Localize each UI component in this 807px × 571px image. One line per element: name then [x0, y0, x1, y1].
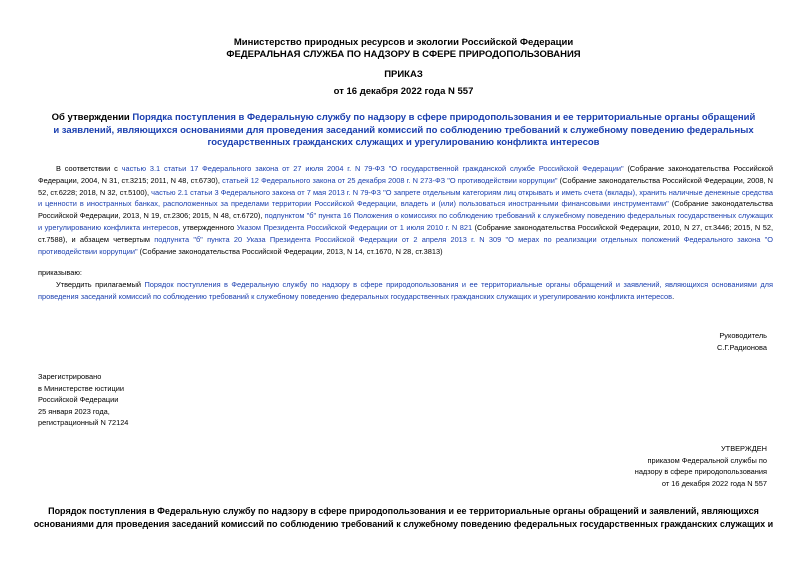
order-text-2: . [672, 291, 675, 301]
preamble-link-6[interactable]: подпункта "б" пункта 20 Указа Президента Российской Федерации от 2 апреля 2013 г. N 309 "О мерах по реализации отдельных положений Федерального закона "О противодействии коррупции" [38, 234, 773, 256]
annex-title-line-1: Порядок поступления в Федеральную службу по надзору в сфере природопользования и ее территориальные органы обращений и заявлений, являющихся [48, 506, 759, 516]
preamble-paragraph [38, 163, 773, 257]
registration-block [38, 371, 128, 429]
signature-title: Руководитель [719, 331, 767, 340]
approved-line: приказом Федеральной службы по [647, 455, 767, 465]
order-text-1: Утвердить прилагаемый [56, 280, 145, 289]
preamble-link-2[interactable]: статьей 12 Федерального закона от 25 декабря 2008 г. N 273-ФЗ "О противодействии коррупции" [222, 175, 558, 185]
preamble-text-5: , утвержденного [178, 222, 237, 232]
order-paragraph [38, 279, 773, 303]
document-date-number: от 16 декабря 2022 года N 557 [333, 86, 474, 97]
subject-link[interactable]: Порядка поступления в Федеральную службу по надзору в сфере природопользования и ее территориальные органы обращений и заявлений, являющихся основаниями для проведения заседаний комиссий по соблюдению требований к служебному поведению федеральных государственных гражданских служащих и урегулированию конфликта интересов [53, 112, 756, 148]
signature-name: С.Г.Радионова [716, 342, 767, 352]
preamble-text-2: (Собрание законодательства Российской Федерации, 2004, N 31, ст.3215; 2011, N 48, ст.6730), [38, 164, 773, 185]
registration-line: Российской Федерации [38, 395, 119, 404]
preamble-text-3: (Собрание законодательства Российской Федерации, 2008, N 52, ст.6228; 2018, N 32, ст.5100), [38, 175, 773, 197]
ministry-name: Министерство природных ресурсов и экологии Российской Федерации [233, 37, 574, 48]
preamble-text-1: В соответствии с [56, 164, 122, 173]
registration-line: регистрационный N 72124 [38, 418, 129, 427]
subject-prefix: Об утверждении [51, 112, 133, 123]
preamble-link-3[interactable]: частью 2.1 статьи 3 Федерального закона от 7 мая 2013 г. N 79-ФЗ "О запрете отдельным категориям лиц открывать и иметь счета (вклады), хранить наличные денежные средства и ценности в иностранных банках, расположенных за пределами территории Российской Федерации, владеть и (или) пользоваться иностранными финансовыми инструментами" [38, 187, 773, 209]
annex-title [0, 505, 807, 530]
preamble-link-4[interactable]: подпунктом "б" пункта 16 Положения о комиссиях по соблюдению требований к служебному поведению федеральных государственных служащих и урегулированию конфликта интересов [38, 211, 773, 232]
preamble-link-1[interactable]: частью 3.1 статьи 17 Федерального закона от 27 июля 2004 г. N 79-ФЗ "О государственной гражданской службе Российской Федерации" [121, 164, 624, 173]
order-link[interactable]: Порядок поступления в Федеральную службу по надзору в сфере природопользования и ее территориальные органы обращений и заявлений, являющихся основаниями для проведения заседаний комиссий по соблюдению требований к служебному поведению федеральных государственных гражданских служащих и урегулированию конфликта интересов [38, 280, 773, 301]
order-label: приказываю: [38, 268, 82, 277]
registration-line: Зарегистрировано [38, 372, 102, 381]
signature-block [717, 330, 767, 353]
service-name: ФЕДЕРАЛЬНАЯ СЛУЖБА ПО НАДЗОРУ В СФЕРЕ ПРИРОДОПОЛЬЗОВАНИЯ [226, 49, 581, 60]
preamble-link-5[interactable]: Указом Президента Российской Федерации от 1 июля 2010 г. N 821 [236, 222, 473, 232]
approved-line: от 16 декабря 2022 года N 557 [661, 478, 767, 488]
registration-line: 25 января 2023 года, [38, 406, 110, 416]
document-subject [50, 112, 757, 150]
approved-line: УТВЕРЖДЕН [720, 444, 767, 453]
preamble-text-4: (Собрание законодательства Российской Федерации, 2013, N 19, ст.2306; 2015, N 48, ст.6720), [38, 199, 774, 221]
document-type: ПРИКАЗ [384, 69, 423, 80]
registration-line: в Министерстве юстиции [38, 383, 125, 393]
approved-block [635, 443, 767, 489]
preamble-text-6: (Собрание законодательства Российской Федерации, 2010, N 27, ст.3446; 2015, N 52, ст.7588), и абзацем четвертым [38, 222, 773, 244]
preamble-text-7: (Собрание законодательства Российской Федерации, 2013, N 14, ст.1670, N 28, ст.3813) [137, 246, 443, 256]
annex-title-line-2: основаниями для проведения заседаний комиссий по соблюдению требований к служебному поведению федеральных государственных гражданских служащих и [33, 518, 774, 529]
approved-line: надзору в сфере природопользования [634, 467, 767, 476]
